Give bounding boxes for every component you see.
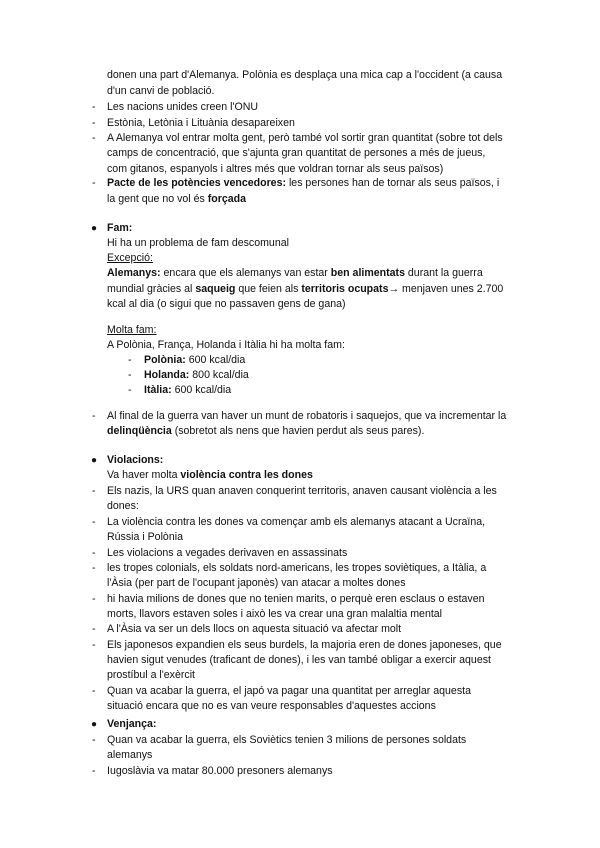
- pacte-line-1: Pacte de les potències vencedores: les persones han de tornar als seus països, i: [107, 177, 500, 189]
- fam-alemanys-line-3: kcal al dia (o sigui que no passaven gens de gana): [107, 298, 346, 310]
- dash-marker: -: [128, 369, 132, 381]
- intro-item-germany-line-2: camps de concentració, que s'ajunta gran quantitat de persones a més de jueus,: [107, 147, 486, 159]
- robatoris-line-1: Al final de la guerra van haver un munt de robatoris i saquejos, que va incrementar la: [107, 410, 507, 422]
- pacte-line-2: la gent que no vol és forçada: [107, 193, 246, 205]
- country-row-polonia: Polònia: 600 kcal/dia: [144, 354, 246, 366]
- bullet-marker: ●: [91, 455, 98, 466]
- fam-alemanys-line-1: Alemanys: encara que els alemanys van estar ben alimentats durant la guerra: [107, 267, 483, 279]
- violacions-intro: Va haver molta violència contra les dones: [107, 469, 313, 481]
- bullet-marker: ●: [91, 223, 98, 234]
- violacions-item-8-line-1: Quan va acabar la guerra, el japó va pagar una quantitat per arreglar aquesta: [107, 685, 471, 697]
- dash-marker: -: [92, 623, 96, 635]
- dash-marker: -: [92, 685, 96, 697]
- violacions-item-2-line-1: La violència contra les dones va començar amb els alemanys atacant a Ucraïna,: [107, 516, 486, 528]
- dash-marker: -: [92, 177, 96, 189]
- dash-marker: -: [92, 101, 96, 113]
- intro-cont-line-2: d'un canvi de població.: [107, 85, 215, 97]
- country-row-italia: Itàlia: 600 kcal/dia: [144, 384, 232, 396]
- intro-cont-line-1: donen una part d'Alemanya. Polònia es desplaça una mica cap a l'occident (a causa: [107, 69, 503, 81]
- dash-marker: -: [92, 765, 96, 777]
- fam-countries-intro: A Polònia, França, Holanda i Itàlia hi ha molta fam:: [107, 339, 345, 351]
- intro-item-onu: Les nacions unides creen l'ONU: [107, 101, 259, 113]
- fam-heading: Fam:: [107, 222, 133, 234]
- violacions-item-8-line-2: situació encara que no es van veure responsables d'aquestes accions: [107, 700, 436, 712]
- violacions-item-7-line-3: prostíbul a l'exèrcit: [107, 669, 195, 681]
- dash-marker: -: [92, 117, 96, 129]
- fam-alemanys-line-2: mundial gràcies al saqueig que feien als territoris ocupats→ menjaven unes 2.700: [107, 283, 504, 295]
- dash-marker: -: [92, 547, 96, 559]
- dash-marker: -: [92, 562, 96, 574]
- intro-item-germany-line-3: com gitanos, espanyols i altres més que voldran tornar als seus països): [107, 163, 444, 175]
- dash-marker: -: [92, 516, 96, 528]
- robatoris-line-2: delinqüència (sobretot als nens que havien perdut als seus pares).: [107, 425, 425, 437]
- venjanca-item-2: Iugoslàvia va matar 80.000 presoners alemanys: [107, 765, 333, 777]
- violacions-item-1-line-2: dones:: [107, 500, 139, 512]
- venjanca-item-1-line-1: Quan va acabar la guerra, els Soviètics tenien 3 milions de persones soldats: [107, 734, 467, 746]
- pacte-term: Pacte de les potències vencedores:: [107, 177, 286, 189]
- violacions-item-7-line-1: Els japonesos expandien els seus burdels, la majoria eren de dones japoneses, que: [107, 639, 502, 651]
- violacions-item-3: Les violacions a vegades derivaven en assassinats: [107, 547, 348, 559]
- dash-marker: -: [128, 384, 132, 396]
- violacions-item-1-line-1: Els nazis, la URS quan anaven conquerint territoris, anaven causant violència a les: [107, 485, 497, 497]
- violacions-item-5-line-2: morts, llavors estaven soles i això les va crear una gran malaltia mental: [107, 608, 443, 620]
- dash-marker: -: [92, 734, 96, 746]
- dash-marker: -: [92, 639, 96, 651]
- dash-marker: -: [92, 485, 96, 497]
- dash-marker: -: [128, 354, 132, 366]
- violacions-item-5-line-1: hi havia milions de dones que no tenien marits, o perquè eren esclaus o estaven: [107, 593, 485, 605]
- violacions-item-4-line-2: l'Àsia (per part de l'ocupant japonès) van atacar a moltes dones: [107, 577, 406, 589]
- venjanca-heading: Venjança:: [107, 718, 157, 730]
- intro-item-germany-line-1: A Alemanya vol entrar molta gent, però també vol sortir gran quantitat (sobre tot dels: [107, 132, 503, 144]
- bullet-marker: ●: [91, 719, 98, 730]
- violacions-item-2-line-2: Rússia i Polònia: [107, 531, 183, 543]
- dash-marker: -: [92, 410, 96, 422]
- fam-intro: Hi ha un problema de fam descomunal: [107, 237, 289, 249]
- country-row-holanda: Holanda: 800 kcal/dia: [144, 369, 249, 381]
- venjanca-item-1-line-2: alemanys: [107, 749, 153, 761]
- fam-molta-label: Molta fam:: [107, 324, 157, 336]
- fam-exception-label: Excepció:: [107, 252, 153, 264]
- violacions-heading: Violacions:: [107, 454, 164, 466]
- dash-marker: -: [92, 132, 96, 144]
- violacions-item-7-line-2: havien sigut venudes (traficant de dones), i les van també obligar a exercir aquest: [107, 654, 491, 666]
- violacions-item-6: A l'Àsia va ser un dels llocs on aquesta situació va afectar molt: [107, 623, 402, 635]
- dash-marker: -: [92, 593, 96, 605]
- intro-item-baltic: Estònia, Letònia i Lituània desapareixen: [107, 117, 295, 129]
- violacions-item-4-line-1: les tropes colonials, els soldats nord-americans, les tropes soviètiques, a Itàlia, a: [107, 562, 487, 574]
